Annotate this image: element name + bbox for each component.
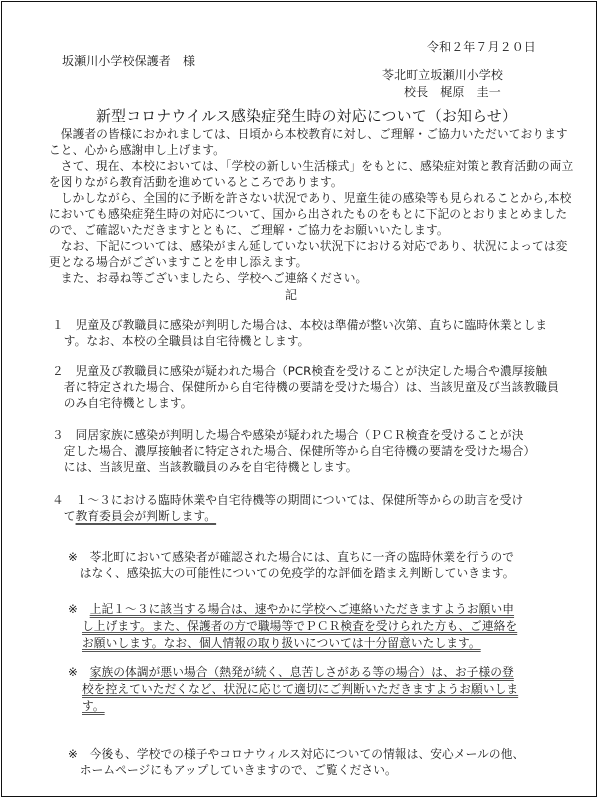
body-line: なお、下記については、感染がまん延していない状況下における対応であり、状況によっては変 [49,239,568,253]
note-3-marker: ※ [68,665,90,679]
note-3-text: 家族の体調が悪い場合（熱発が続く、息苦しさがある等の場合）は、お子様の登 [89,665,514,679]
document-page [1,1,597,797]
note-4-line: ホームページにもアップしていきますので、ご覧ください。 [68,763,397,777]
item-4-text: て [52,509,76,523]
note-2-line [68,602,514,617]
school-name: 苓北町立坂瀬川小学校 [382,68,504,82]
item-2-line: ２ 児童及び教職員に感染が疑われた場合（PCR検査を受けることが決定した場合や濃厚接触 [52,364,548,378]
note-2-text: お願いします。なお、個人情報の取り扱いについては十分留意いたします。 [82,636,481,650]
note-2-text: し上げます。また、保護者の方で職場等でＰＣＲ検査を受けられた方も、ご連絡を [82,619,518,633]
item-1-line: １ 児童及び教職員に感染が判明した場合は、本校は準備が整い次第、直ちに臨時休業としま [52,318,548,332]
document-title: 新型コロナウイルス感染症発生時の対応について（お知らせ） [96,108,518,125]
item-2-line: 者に特定された場合、保健所から自宅待機の要請を受けた場合）は、当該児童及び当該教職員 [52,380,559,394]
principal-name: 校長 梶原 圭一 [404,85,501,99]
item-3-line: ３ 同居家族に感染が判明した場合や感染が疑われた場合（ＰＣＲ検査を受けることが決 [52,428,524,442]
body-line: こと、心から感謝申し上げます。 [49,143,225,157]
note-1-line: ※ 苓北町において感染者が確認された場合には、直ちに一斉の臨時休業を行うので [68,550,515,564]
body-line: さて、現在、本校においては、「学校の新しい生活様式」をもとに、感染症対策と教育活動の両立 [49,159,574,173]
ki-heading: 記 [285,288,298,302]
item-4-line [52,509,216,524]
body-line: 更となる場合がございますことを申し添えます。 [49,255,308,269]
note-4-line: ※ 今後も、学校での様子やコロナウィルス対応についての情報は、安心メールの他、 [68,747,525,761]
body-line: を図りながら教育活動を進めているところであります。 [49,175,343,189]
item-1-line: す。なお、本校の全職員は自宅待機とします。 [52,334,310,348]
body-line: しかしながら、全国的に予断を許さない状況であり、児童生徒の感染等も見られることから,本校 [49,191,572,205]
note-1-line: はなく、感染拡大の可能性についての免疫学的な評価を踏まえ判断していきます。 [68,566,515,580]
note-2-line [82,636,481,651]
item-4-underlined-text: 教育委員会が判断します。 [75,509,217,523]
item-4-line: ４ １～３における臨時休業や自宅待機等の期間については、保健所等からの助言を受け [52,493,524,507]
note-3-line [82,682,518,697]
body-line: ので、ご確認いただきますとともに、ご理解・ご協力をお願いいたします。 [49,223,449,237]
item-3-line: 定した場合、濃厚接触者に特定された場合、保健所等から自宅待機の要請を受けた場合） [52,444,536,458]
note-3-text: 校を控えていただくなど、状況に応じて適切にご判断いただきますようお願いしま [82,682,519,696]
note-3-text: す。 [82,699,105,713]
document-date: 令和２年７月２０日 [427,40,536,54]
note-3-line [82,699,105,714]
note-2-text: 上記１～３に該当する場合は、速やかに学校へご連絡いただきますようお願い申 [89,602,515,616]
body-line: においても感染症発生時の対応について、国から出されたものをもとに下記のとおりまとめました [49,207,568,221]
recipient: 坂瀬川小学校保護者 様 [62,54,196,68]
body-line: また、お尋ね等ございましたら、学校へご連絡ください。 [49,271,368,285]
item-2-line: のみ自宅待機とします。 [52,396,193,410]
body-line: 保護者の皆様におかれましては、日頃から本校教育に対し、ご理解・ご協力いただいております [49,127,568,141]
note-2-line [82,619,517,634]
note-2-marker: ※ [68,602,90,616]
note-3-line [68,665,514,680]
item-3-line: には、当該児童、当該教職員のみを自宅待機とします。 [52,460,358,474]
